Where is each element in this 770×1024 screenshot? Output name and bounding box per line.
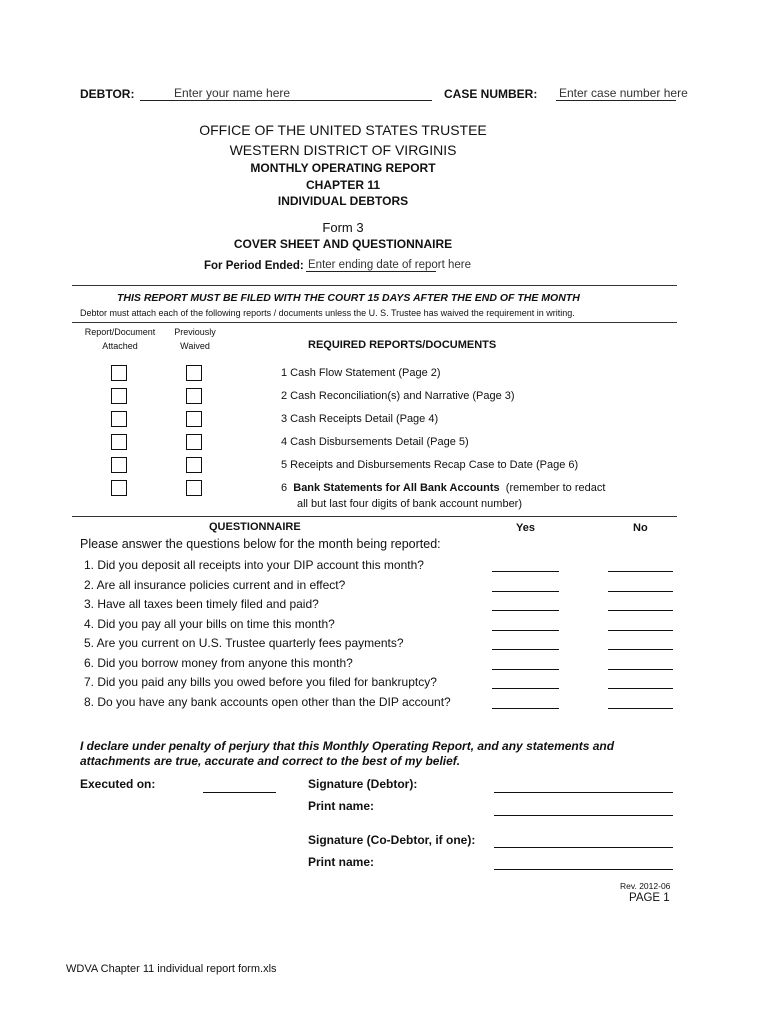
questionnaire-intro: Please answer the questions below for the month being reported:	[80, 537, 441, 551]
case-number-field[interactable]: Enter case number here	[556, 86, 676, 101]
report-title: MONTHLY OPERATING REPORT	[250, 161, 436, 175]
col-waived-line2: Waived	[180, 341, 210, 351]
debtor-print-name-field[interactable]	[494, 815, 673, 816]
report-item-4: 4 Cash Disbursements Detail (Page 5)	[281, 436, 469, 448]
executed-on-date-field[interactable]	[203, 792, 276, 793]
waived-checkbox-3[interactable]	[186, 411, 202, 427]
codebtor-signature-field[interactable]	[494, 847, 673, 848]
waived-checkbox-6[interactable]	[186, 480, 202, 496]
answer-yes-5[interactable]	[492, 649, 559, 650]
print-name-label-2: Print name:	[308, 855, 375, 869]
yes-column-heading: Yes	[516, 522, 535, 534]
question-3: 3. Have all taxes been timely filed and paid?	[84, 597, 319, 611]
answer-no-2[interactable]	[608, 591, 673, 592]
file-name: WDVA Chapter 11 individual report form.xls	[66, 963, 277, 975]
report-item-6	[281, 482, 605, 494]
waived-checkbox-5[interactable]	[186, 457, 202, 473]
report-item-6-note: (remember to redact	[505, 482, 606, 494]
answer-no-7[interactable]	[608, 688, 673, 689]
answer-yes-4[interactable]	[492, 630, 559, 631]
no-column-heading: No	[633, 522, 648, 534]
col-attached-line1: Report/Document	[84, 327, 156, 337]
debtor-signature-field[interactable]	[494, 792, 673, 793]
waived-checkbox-4[interactable]	[186, 434, 202, 450]
office-title: OFFICE OF THE UNITED STATES TRUSTEE	[199, 122, 487, 138]
attached-checkbox-1[interactable]	[111, 365, 127, 381]
waived-checkbox-2[interactable]	[186, 388, 202, 404]
executed-on-label: Executed on:	[80, 777, 156, 791]
district-title: WESTERN DISTRICT OF VIRGINIS	[229, 142, 457, 158]
filing-deadline-notice: THIS REPORT MUST BE FILED WITH THE COURT 15 DAYS AFTER THE END OF THE MONTH	[117, 292, 580, 304]
attached-checkbox-3[interactable]	[111, 411, 127, 427]
answer-yes-3[interactable]	[492, 610, 559, 611]
answer-no-6[interactable]	[608, 669, 673, 670]
question-5: 5. Are you current on U.S. Trustee quarterly fees payments?	[84, 636, 404, 650]
answer-yes-7[interactable]	[492, 688, 559, 689]
report-item-6-title: Bank Statements for All Bank Accounts	[293, 482, 500, 494]
question-8: 8. Do you have any bank accounts open other than the DIP account?	[84, 695, 451, 709]
period-label: For Period Ended:	[204, 260, 304, 272]
answer-no-1[interactable]	[608, 571, 673, 572]
print-name-label-1: Print name:	[308, 799, 375, 813]
answer-no-4[interactable]	[608, 630, 673, 631]
question-6: 6. Did you borrow money from anyone this month?	[84, 656, 353, 670]
question-7: 7. Did you paid any bills you owed before you filed for bankruptcy?	[84, 675, 437, 689]
section-divider	[72, 322, 677, 323]
answer-yes-1[interactable]	[492, 571, 559, 572]
question-1: 1. Did you deposit all receipts into your DIP account this month?	[84, 558, 424, 572]
answer-yes-6[interactable]	[492, 669, 559, 670]
report-item-1: 1 Cash Flow Statement (Page 2)	[281, 367, 441, 379]
answer-no-5[interactable]	[608, 649, 673, 650]
report-item-5: 5 Receipts and Disbursements Recap Case to Date (Page 6)	[281, 459, 579, 471]
section-divider	[72, 285, 677, 286]
answer-no-3[interactable]	[608, 610, 673, 611]
debtor-name-field[interactable]: Enter your name here	[140, 86, 432, 101]
revision-label: Rev. 2012-06	[620, 881, 671, 891]
form-number: Form 3	[322, 220, 364, 235]
answer-yes-8[interactable]	[492, 708, 559, 709]
attached-checkbox-5[interactable]	[111, 457, 127, 473]
section-divider	[72, 516, 677, 517]
codebtor-print-name-field[interactable]	[494, 869, 673, 870]
case-number-label: CASE NUMBER:	[444, 87, 538, 101]
attachment-instructions: Debtor must attach each of the following reports / documents unless the U. S. Trustee has waived the requirement in writing.	[80, 308, 575, 318]
chapter-title: CHAPTER 11	[305, 178, 381, 192]
report-item-3: 3 Cash Receipts Detail (Page 4)	[281, 413, 439, 425]
debtor-type-title: INDIVIDUAL DEBTORS	[277, 194, 409, 208]
answer-yes-2[interactable]	[492, 591, 559, 592]
question-4: 4. Did you pay all your bills on time this month?	[84, 617, 335, 631]
report-item-2: 2 Cash Reconciliation(s) and Narrative (Page 3)	[281, 390, 515, 402]
question-2: 2. Are all insurance policies current and in effect?	[84, 578, 346, 592]
required-reports-heading: REQUIRED REPORTS/DOCUMENTS	[308, 339, 497, 351]
col-attached-line2: Attached	[102, 341, 138, 351]
answer-no-8[interactable]	[608, 708, 673, 709]
page-number: PAGE 1	[629, 892, 670, 904]
waived-checkbox-1[interactable]	[186, 365, 202, 381]
debtor-label: DEBTOR:	[80, 87, 135, 101]
report-item-6-note-line2: all but last four digits of bank account number)	[297, 498, 523, 510]
declaration-line-1: I declare under penalty of perjury that this Monthly Operating Report, and any statements and	[80, 739, 615, 753]
col-waived-line1: Previously	[174, 327, 216, 337]
period-date-field[interactable]: Enter ending date of report here	[308, 259, 472, 271]
declaration-line-2: attachments are true, accurate and correct to the best of my belief.	[80, 754, 461, 768]
attached-checkbox-6[interactable]	[111, 480, 127, 496]
codebtor-signature-label: Signature (Co-Debtor, if one):	[308, 833, 476, 847]
report-item-6-number: 6	[281, 482, 288, 494]
debtor-signature-label: Signature (Debtor):	[308, 777, 418, 791]
attached-checkbox-2[interactable]	[111, 388, 127, 404]
cover-sheet-title: COVER SHEET AND QUESTIONNAIRE	[233, 237, 453, 251]
attached-checkbox-4[interactable]	[111, 434, 127, 450]
questionnaire-heading: QUESTIONNAIRE	[209, 521, 301, 533]
